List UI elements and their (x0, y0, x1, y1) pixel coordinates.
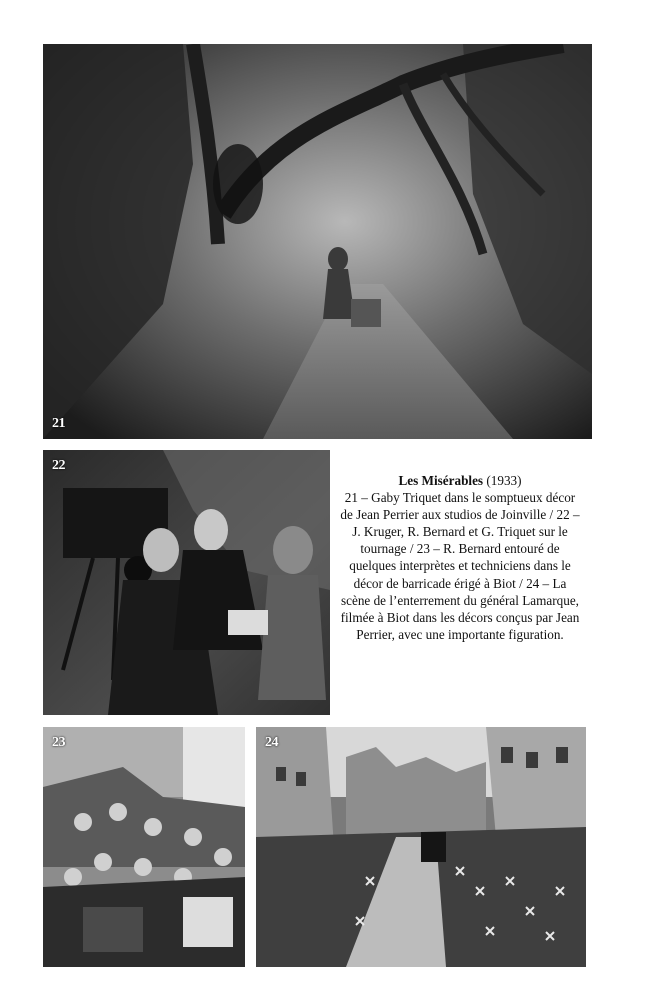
photo-number: 22 (52, 458, 65, 473)
photo-number: 21 (52, 416, 65, 431)
film-title: Les Misérables (398, 473, 484, 488)
photo-barricade-group (43, 727, 245, 967)
photo-number: 24 (265, 735, 278, 750)
photo-caption (340, 472, 580, 643)
caption-text: 21 – Gaby Triquet dans le somptueux décor de Jean Perrier aux studios de Joinville / 22 – J. Kruger, R. Bernard et G. Triquet sur le tournage / 23 – R. Bernard entouré de quelques interprètes et techniciens dans le décor de barricade érigé à Biot / 24 – La scène de l’enterrement du général Lamarque, filmée à Biot dans les décors conçus par Jean Perrier, avec une importante figuration. (340, 490, 580, 642)
photo-film-set (43, 450, 330, 715)
film-year: (1933) (486, 473, 522, 488)
photo-funeral-procession (256, 727, 586, 967)
photo-forest-path (43, 44, 592, 439)
photo-number: 23 (52, 735, 65, 750)
